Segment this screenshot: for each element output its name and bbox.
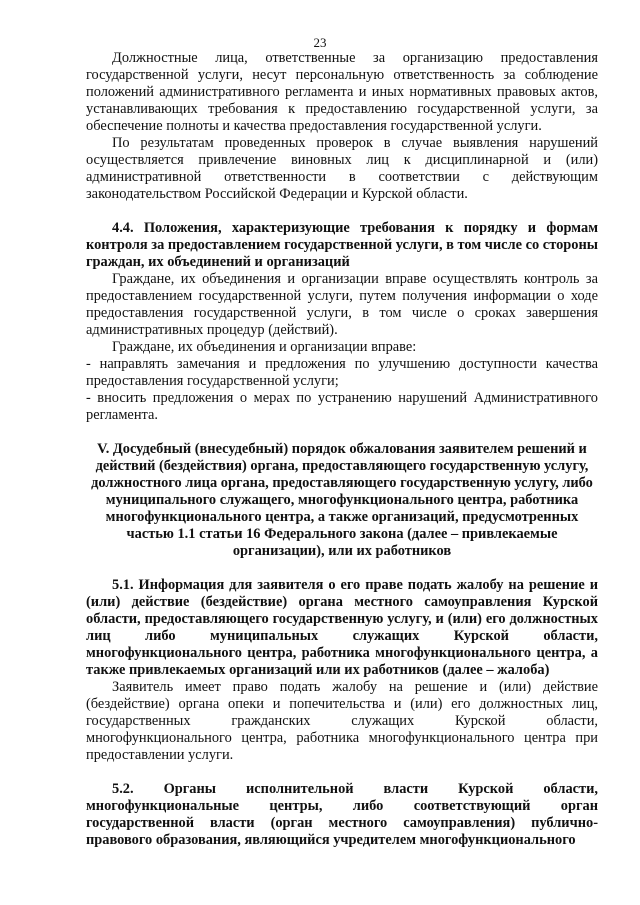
- spacer: [86, 203, 598, 220]
- paragraph-responsibility: Должностные лица, ответственные за организацию предоставления государственной услуги, несут персональную ответственность за соблюдение положений административного регламента и иных нормативных правовых актов, устанавливающих требования к предоставлению государственной услуги, за обеспечение полноты и качества предоставления государственной услуги.: [86, 50, 598, 134]
- section-v-title: V. Досудебный (внесудебный) порядок обжалования заявителем решений и действий (бездействия) органа, предоставляющего государственную услугу, должностного лица органа, предоставляющего государственную услугу, либо муниципального служащего, многофункционального центра, работника многофункционального центра, а также организаций, предусмотренных частью 1.1 статьи 16 Федерального закона (далее – привлекаемые организации), или их работников: [91, 441, 593, 559]
- heading-4-4: 4.4. Положения, характеризующие требования к порядку и формам контроля за предоставлением государственной услуги, в том числе со стороны граждан, их объединений и организаций: [86, 220, 598, 270]
- spacer: [86, 424, 598, 441]
- spacer: [86, 764, 598, 781]
- spacer: [86, 560, 598, 577]
- list-item-proposals: - вносить предложения о мерах по устранению нарушений Административного регламента.: [86, 390, 598, 423]
- paragraph-citizens-control: Граждане, их объединения и организации вправе осуществлять контроль за предоставлением государственной услуги, путем получения информации о ходе предоставления государственной услуги, в том числе о сроках завершения административных процедур (действий).: [86, 271, 598, 338]
- heading-5-2: 5.2. Органы исполнительной власти Курской области, многофункциональные центры, либо соответствующий орган государственной власти (орган местного самоуправления) публично-правового образования, являющийся учредителем многофункционального: [86, 781, 598, 848]
- page-number: 23: [313, 35, 327, 50]
- page-content: [86, 50, 598, 849]
- paragraph-citizens-rights: Граждане, их объединения и организации вправе:: [112, 339, 417, 355]
- paragraph-complaint-right: Заявитель имеет право подать жалобу на решение и (или) действие (бездействие) органа опеки и попечительства и (или) его должностных лиц, государственных гражданских служащих Курской области, многофункционального центра, работника многофункционального центра при предоставлении услуги.: [86, 679, 598, 763]
- paragraph-inspection-results: По результатам проведенных проверок в случае выявления нарушений осуществляется привлечение виновных лиц к дисциплинарной и (или) административной ответственности в соответствии с действующим законодательством Российской Федерации и Курской области.: [86, 135, 598, 202]
- list-item-remarks: - направлять замечания и предложения по улучшению доступности качества предоставления государственной услуги;: [86, 356, 598, 389]
- heading-5-1: 5.1. Информация для заявителя о его праве подать жалобу на решение и (или) действие (бездействие) органа местного самоуправления Курской области, предоставляющего государственную услугу, и (или) его должностных лиц либо муниципальных служащих Курской области, многофункционального центра, работника многофункционального центра, а также привлекаемых организаций или их работников (далее – жалоба): [86, 577, 598, 678]
